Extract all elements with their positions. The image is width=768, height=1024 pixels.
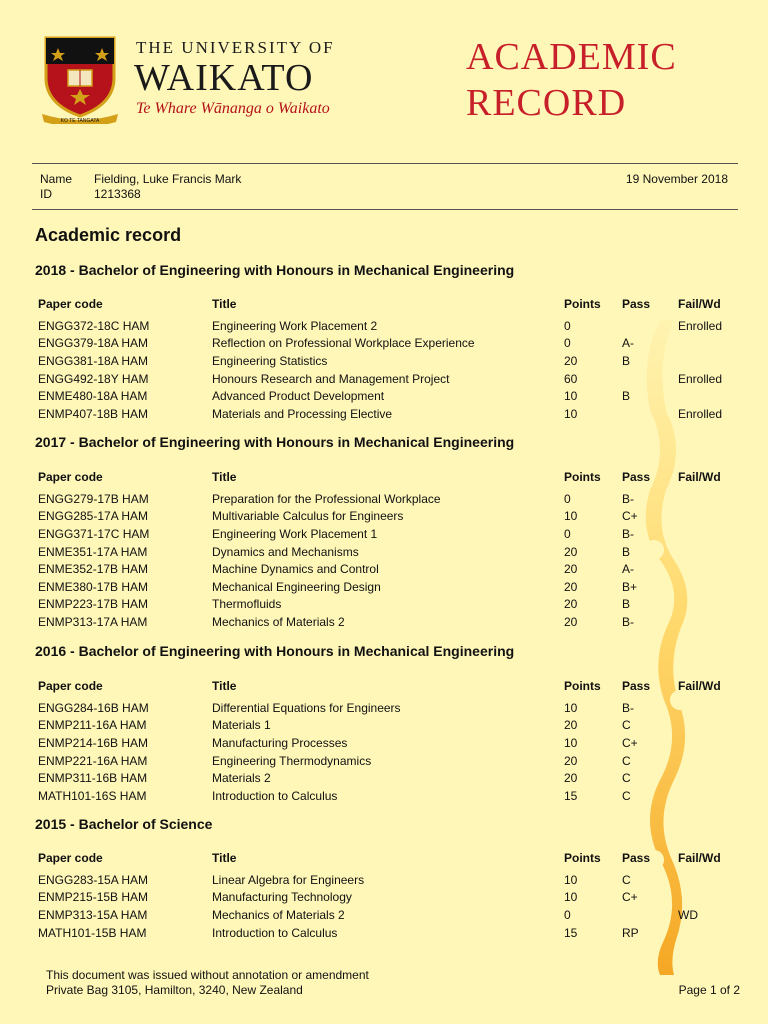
paper-title: Honours Research and Management Project: [212, 371, 450, 386]
paper-title: Manufacturing Processes: [212, 735, 348, 750]
col-title: Title: [212, 297, 237, 311]
document-title: [466, 34, 716, 126]
paper-code: ENGG279-17B HAM: [38, 491, 149, 506]
paper-title: Preparation for the Professional Workplace: [212, 491, 441, 506]
footer-address: Private Bag 3105, Hamilton, 3240, New Zealand: [46, 983, 303, 997]
paper-fail-wd: [672, 889, 732, 907]
paper-title: Engineering Thermodynamics: [212, 753, 372, 768]
paper-code: ENMP311-16B HAM: [38, 771, 148, 786]
paper-title: Manufacturing Technology: [212, 890, 352, 905]
papers-table-2017: [32, 468, 732, 631]
paper-title: Engineering Work Placement 1: [212, 526, 378, 541]
paper-code: ENME480-18A HAM: [38, 389, 148, 404]
paper-fail-wd: [672, 787, 732, 805]
university-name-line1: THE UNIVERSITY OF: [136, 38, 335, 57]
table-row: [32, 543, 732, 561]
table-row: [32, 352, 732, 370]
table-row: [32, 317, 732, 335]
paper-pass: [616, 906, 672, 924]
paper-fail-wd: [672, 490, 732, 508]
col-paper-code: Paper code: [38, 470, 103, 484]
footer-notice: [46, 968, 369, 998]
section-title-2015: 2015 - Bachelor of Science: [35, 816, 213, 832]
paper-code: ENGG379-18A HAM: [38, 336, 149, 351]
paper-pass: B-: [622, 526, 634, 541]
paper-points: 0: [564, 491, 571, 506]
paper-title: Engineering Work Placement 2: [212, 318, 378, 333]
paper-pass: B: [622, 597, 631, 612]
paper-title: Multivariable Calculus for Engineers: [212, 509, 404, 524]
table-header-row: [32, 849, 732, 871]
issue-date: 19 November 2018: [625, 172, 728, 186]
paper-fail-wd: [672, 752, 732, 770]
id-label: ID: [40, 187, 52, 201]
table-row: [32, 370, 732, 388]
page-heading: Academic record: [35, 225, 182, 245]
paper-points: 20: [564, 353, 578, 368]
table-row: [32, 787, 732, 805]
paper-points: 15: [564, 925, 578, 940]
table-row: [32, 717, 732, 735]
table-row: [32, 699, 732, 717]
paper-code: ENMP214-16B HAM: [38, 735, 149, 750]
paper-fail-wd: WD: [678, 907, 698, 922]
table-row: [32, 906, 732, 924]
col-fail-wd: Fail/Wd: [678, 297, 721, 311]
paper-title: Advanced Product Development: [212, 389, 385, 404]
paper-code: ENGG283-15A HAM: [38, 872, 149, 887]
table-header-row: [32, 468, 732, 490]
student-divider: [32, 209, 738, 210]
col-fail-wd: Fail/Wd: [678, 470, 721, 484]
paper-code: ENMP313-15A HAM: [38, 907, 148, 922]
col-pass: Pass: [622, 470, 651, 484]
col-fail-wd: Fail/Wd: [678, 679, 721, 693]
paper-points: 20: [564, 614, 578, 629]
paper-fail-wd: [672, 387, 732, 405]
paper-title: Introduction to Calculus: [212, 925, 338, 940]
paper-title: Materials 1: [212, 718, 271, 733]
paper-code: ENMP407-18B HAM: [38, 406, 149, 421]
col-title: Title: [212, 851, 237, 865]
table-row: [32, 924, 732, 942]
paper-pass: C: [622, 771, 631, 786]
university-name: WAIKATO: [134, 57, 314, 99]
paper-fail-wd: [672, 699, 732, 717]
paper-fail-wd: [672, 871, 732, 889]
col-points: Points: [564, 470, 601, 484]
paper-code: ENME380-17B HAM: [38, 579, 149, 594]
paper-pass: B: [622, 544, 631, 559]
col-paper-code: Paper code: [38, 297, 103, 311]
paper-points: 15: [564, 788, 578, 803]
document-title-line2: RECORD: [466, 82, 627, 124]
papers-table-2016: [32, 677, 732, 805]
paper-points: 10: [564, 700, 578, 715]
section-title-2017: 2017 - Bachelor of Engineering with Honours in Mechanical Engineering: [35, 434, 515, 450]
paper-pass: C+: [622, 890, 638, 905]
col-paper-code: Paper code: [38, 851, 103, 865]
paper-pass: [616, 370, 672, 388]
section-title-2018: 2018 - Bachelor of Engineering with Honours in Mechanical Engineering: [35, 262, 515, 278]
paper-fail-wd: [672, 924, 732, 942]
paper-pass: B: [622, 389, 631, 404]
paper-title: Dynamics and Mechanisms: [212, 544, 359, 559]
paper-code: ENMP211-16A HAM: [38, 718, 147, 733]
paper-fail-wd: [672, 508, 732, 526]
table-row: [32, 405, 732, 423]
col-pass: Pass: [622, 297, 651, 311]
paper-points: 20: [564, 771, 578, 786]
table-row: [32, 508, 732, 526]
paper-fail-wd: [672, 335, 732, 353]
paper-code: ENGG492-18Y HAM: [38, 371, 149, 386]
col-paper-code: Paper code: [38, 679, 103, 693]
paper-code: ENGG284-16B HAM: [38, 700, 149, 715]
paper-fail-wd: [672, 543, 732, 561]
paper-points: 20: [564, 562, 578, 577]
paper-code: ENME352-17B HAM: [38, 562, 149, 577]
paper-code: ENGG381-18A HAM: [38, 353, 149, 368]
crest-motto: KO TE TANGATA: [60, 118, 100, 124]
col-points: Points: [564, 851, 601, 865]
footer-issue-note: This document was issued without annotation or amendment: [46, 968, 369, 982]
paper-fail-wd: Enrolled: [678, 406, 723, 421]
paper-points: 20: [564, 597, 578, 612]
paper-title: Differential Equations for Engineers: [212, 700, 401, 715]
paper-code: ENMP223-17B HAM: [38, 597, 149, 612]
university-maori-name: Te Whare Wānanga o Waikato: [136, 100, 330, 117]
table-row: [32, 578, 732, 596]
paper-fail-wd: [672, 560, 732, 578]
paper-points: 10: [564, 872, 578, 887]
table-header-row: [32, 295, 732, 317]
paper-code: ENME351-17A HAM: [38, 544, 148, 559]
table-row: [32, 490, 732, 508]
paper-title: Materials and Processing Elective: [212, 406, 393, 421]
page-number: Page 1 of 2: [678, 983, 740, 997]
paper-code: MATH101-16S HAM: [38, 788, 147, 803]
paper-points: 10: [564, 890, 578, 905]
paper-points: 0: [564, 907, 571, 922]
name-label: Name: [40, 172, 73, 186]
paper-pass: C: [622, 872, 631, 887]
paper-title: Mechanics of Materials 2: [212, 907, 345, 922]
paper-title: Introduction to Calculus: [212, 788, 338, 803]
paper-points: 60: [564, 371, 578, 386]
paper-points: 20: [564, 753, 578, 768]
col-pass: Pass: [622, 851, 651, 865]
paper-title: Engineering Statistics: [212, 353, 328, 368]
paper-title: Mechanics of Materials 2: [212, 614, 345, 629]
paper-points: 20: [564, 579, 578, 594]
paper-code: ENGG371-17C HAM: [38, 526, 150, 541]
paper-fail-wd: [672, 596, 732, 614]
paper-points: 20: [564, 718, 578, 733]
paper-points: 10: [564, 389, 578, 404]
table-row: [32, 335, 732, 353]
table-row: [32, 871, 732, 889]
paper-code: MATH101-15B HAM: [38, 925, 147, 940]
papers-table-2018: [32, 295, 732, 423]
paper-pass: B: [622, 353, 631, 368]
table-row: [32, 734, 732, 752]
paper-fail-wd: [672, 613, 732, 631]
table-row: [32, 752, 732, 770]
paper-title: Reflection on Professional Workplace Experience: [212, 336, 475, 351]
table-row: [32, 889, 732, 907]
paper-points: 10: [564, 735, 578, 750]
paper-title: Thermofluids: [212, 597, 282, 612]
paper-pass: [616, 405, 672, 423]
university-crest-icon: [38, 34, 122, 124]
paper-pass: B-: [622, 491, 634, 506]
table-row: [32, 613, 732, 631]
paper-pass: C+: [622, 509, 638, 524]
paper-fail-wd: [672, 525, 732, 543]
col-points: Points: [564, 679, 601, 693]
paper-title: Linear Algebra for Engineers: [212, 872, 365, 887]
paper-pass: C+: [622, 735, 638, 750]
paper-pass: B+: [622, 579, 638, 594]
table-row: [32, 387, 732, 405]
paper-fail-wd: [672, 717, 732, 735]
paper-title: Materials 2: [212, 771, 271, 786]
paper-fail-wd: [672, 734, 732, 752]
col-points: Points: [564, 297, 601, 311]
table-row: [32, 560, 732, 578]
col-fail-wd: Fail/Wd: [678, 851, 721, 865]
paper-pass: B-: [622, 700, 634, 715]
paper-points: 20: [564, 544, 578, 559]
student-id: 1213368: [94, 187, 141, 201]
paper-title: Mechanical Engineering Design: [212, 579, 381, 594]
paper-pass: A-: [622, 562, 634, 577]
paper-points: 10: [564, 509, 578, 524]
table-row: [32, 596, 732, 614]
paper-title: Machine Dynamics and Control: [212, 562, 379, 577]
paper-points: 0: [564, 336, 571, 351]
student-name: Fielding, Luke Francis Mark: [94, 172, 242, 186]
paper-code: ENGG372-18C HAM: [38, 318, 150, 333]
paper-pass: C: [622, 753, 631, 768]
paper-pass: B-: [622, 614, 634, 629]
paper-points: 0: [564, 526, 571, 541]
paper-pass: RP: [622, 925, 639, 940]
paper-points: 10: [564, 406, 578, 421]
header-divider: [32, 163, 738, 164]
papers-table-2015: [32, 849, 732, 941]
paper-pass: [616, 317, 672, 335]
table-row: [32, 525, 732, 543]
col-title: Title: [212, 679, 237, 693]
paper-pass: C: [622, 788, 631, 803]
paper-fail-wd: [672, 352, 732, 370]
paper-points: 0: [564, 318, 571, 333]
paper-code: ENGG285-17A HAM: [38, 509, 149, 524]
paper-pass: C: [622, 718, 631, 733]
paper-code: ENMP215-15B HAM: [38, 890, 149, 905]
col-title: Title: [212, 470, 237, 484]
paper-code: ENMP221-16A HAM: [38, 753, 148, 768]
paper-fail-wd: [672, 578, 732, 596]
paper-pass: A-: [622, 336, 634, 351]
table-row: [32, 769, 732, 787]
col-pass: Pass: [622, 679, 651, 693]
paper-fail-wd: Enrolled: [678, 371, 723, 386]
table-header-row: [32, 677, 732, 699]
document-title-line1: ACADEMIC: [466, 36, 677, 78]
paper-fail-wd: [672, 769, 732, 787]
section-title-2016: 2016 - Bachelor of Engineering with Honours in Mechanical Engineering: [35, 643, 515, 659]
paper-code: ENMP313-17A HAM: [38, 614, 148, 629]
paper-fail-wd: Enrolled: [678, 318, 723, 333]
